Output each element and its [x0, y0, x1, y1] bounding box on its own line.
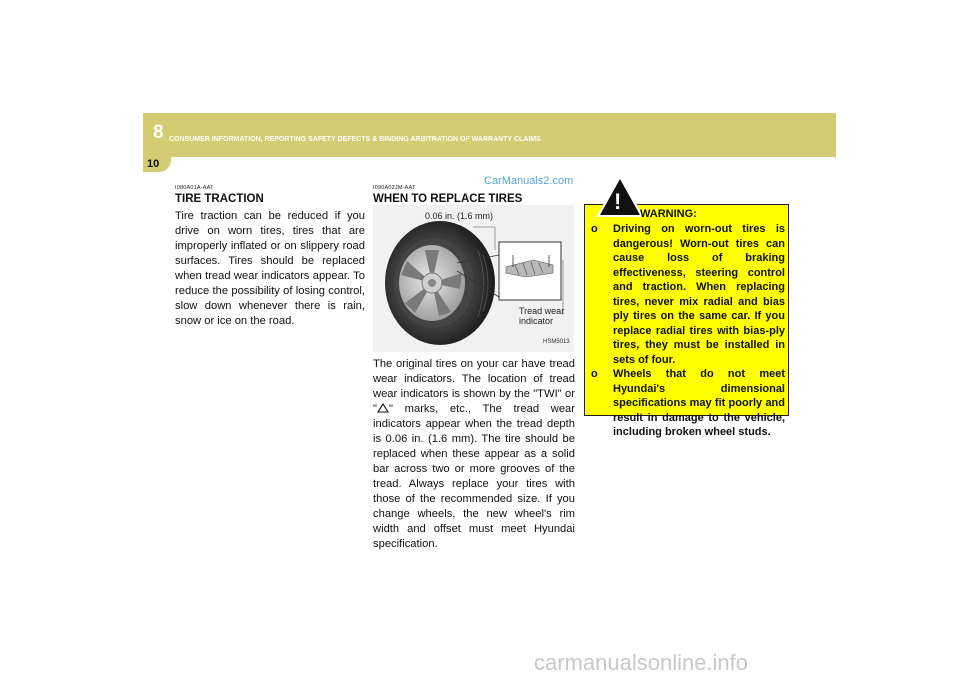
warning-heading: WARNING:: [640, 208, 697, 220]
replace-body-part-1: The original tires on your car have tread wear indicators. The location of tread wear indicators is shown by the "TWI" or ": [373, 358, 575, 415]
tire-illustration: [373, 205, 574, 352]
indicator-label-line-1: Tread wear: [519, 306, 565, 316]
warning-text: Wheels that do not meet Hyundai's dimensional specifications may fit poorly and result in damage to the vehicle, including broken wheel studs.: [613, 368, 785, 438]
tread-depth-label: 0.06 in. (1.6 mm): [425, 211, 494, 221]
warning-item: [591, 222, 785, 367]
chapter-title: CONSUMER INFORMATION, REPORTING SAFETY DEFECTS & BINDING ARBITRATION OF WARRANTY CLAIMS: [169, 136, 541, 143]
section-title: TIRE TRACTION: [175, 193, 264, 205]
section-body: Tire traction can be reduced if you drive on worn tires, tires that are improperly inflated or on slippery road surfaces. Tires should be replaced when tread wear indicators appear. To reduce the possibility of losing control, slow down whenever there is rain, snow or ice on the road.: [175, 210, 365, 327]
warning-bullet: o: [591, 223, 598, 235]
chapter-header-band: [143, 113, 836, 157]
figure-code: HSM5013: [543, 339, 570, 345]
section-title: WHEN TO REPLACE TIRES: [373, 193, 523, 205]
warning-bullet: o: [591, 368, 598, 380]
replace-body-part-2: " marks, etc., The tread wear indicators appear when the tread depth is 0.06 in. (1.6 mm). The tire should be replaced when these appear as a solid bar across two or more grooves of the tread. Always replace your tires with those of the recommended size. If you change wheels, the new wheel's rim width and offset must meet Hyundai specification.: [373, 403, 575, 550]
section-tire-traction: [175, 185, 365, 329]
tread-wear-indicator-label: [519, 306, 564, 326]
warning-sign-glyph: !: [614, 189, 622, 214]
page-number: 10: [147, 158, 160, 170]
triangle-outline-icon: [377, 403, 389, 413]
warning-text: Driving on worn-out tires is dangerous! Worn-out tires can cause loss of braking effectiveness, steering control and traction. When replacing tires, never mix radial and bias ply tires on the same car. If you replace radial tires with bias-ply tires, they must be installed in sets of four.: [613, 223, 785, 366]
chapter-number: 8: [153, 122, 164, 143]
section-code: I090A02JM-AAT: [373, 185, 416, 191]
replace-body: [373, 357, 575, 552]
warning-item: [591, 367, 785, 440]
watermark-top[interactable]: CarManuals2.com: [484, 175, 574, 187]
indicator-label-line-2: indicator: [519, 316, 554, 326]
section-code: I080A01A-AAT: [175, 185, 214, 191]
watermark-bottom[interactable]: carmanualsonline.info: [534, 650, 749, 675]
tire-figure: [373, 205, 574, 352]
warning-list: [591, 222, 785, 440]
